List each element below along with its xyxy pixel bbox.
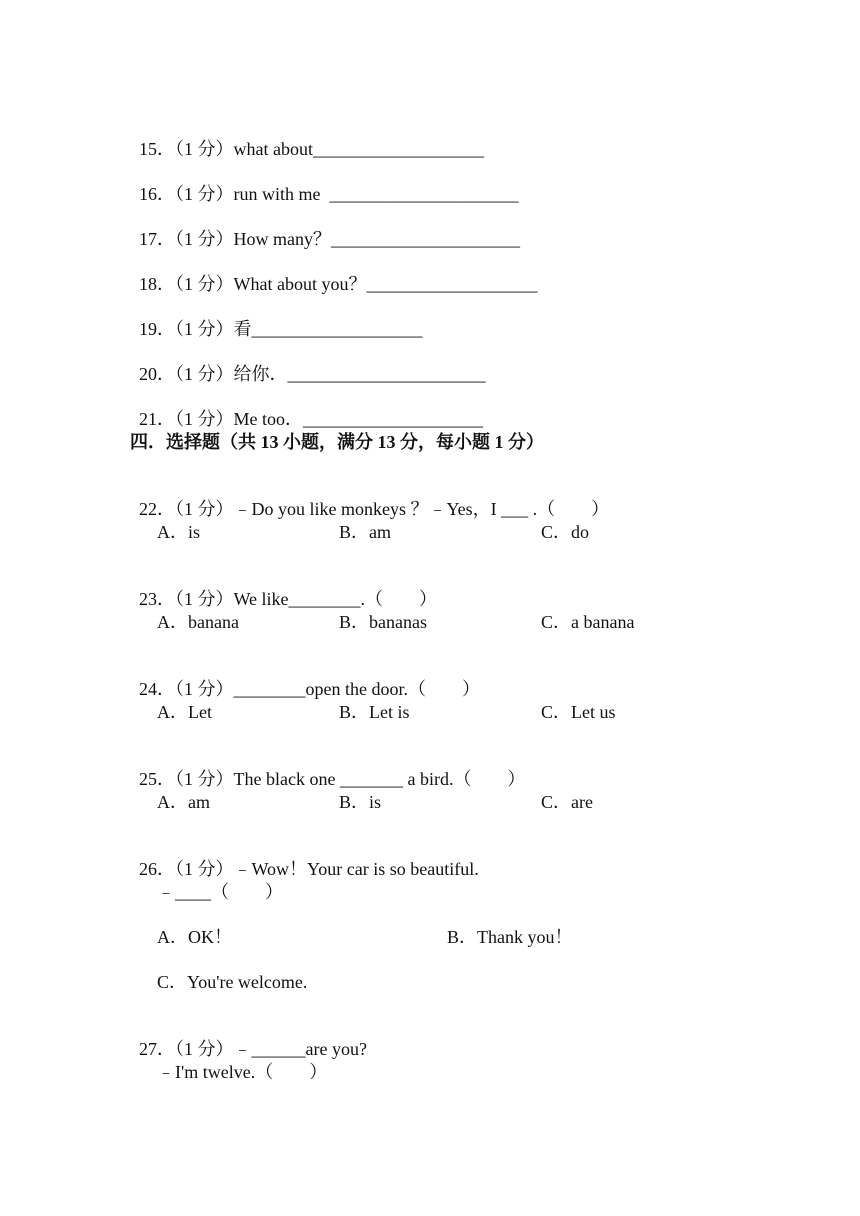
option-b: B．am <box>339 522 391 542</box>
question-score: （1 分） <box>175 184 234 204</box>
question-22 <box>130 476 609 520</box>
question-number: 21． <box>139 409 175 429</box>
question-text: ﹣Wow！Your car is so beautiful. <box>233 859 479 879</box>
question-number: 23． <box>139 589 175 609</box>
answer-line: ﹣I'm twelve.（ ） <box>157 1062 328 1082</box>
question-16 <box>130 161 519 205</box>
option-a: A．Let <box>157 702 212 722</box>
answer-blank: ____________________ <box>303 409 483 429</box>
question-15 <box>130 116 484 160</box>
option-a: A．banana <box>157 612 239 632</box>
question-score: （1 分） <box>175 769 234 789</box>
option-b: B．Let is <box>339 702 410 722</box>
question-text: what about <box>233 139 313 159</box>
question-23 <box>130 566 437 610</box>
question-score: （1 分） <box>175 139 234 159</box>
option-c: C．Let us <box>541 702 616 722</box>
question-text: What about you？ <box>233 274 367 294</box>
question-24 <box>130 656 480 700</box>
question-score: （1 分） <box>175 319 234 339</box>
option-a: A．OK！ <box>157 927 232 947</box>
question-text: We like________.（ ） <box>233 589 438 609</box>
question-27 <box>130 1016 367 1060</box>
question-score: （1 分） <box>175 274 234 294</box>
question-20 <box>130 341 486 385</box>
question-score: （1 分） <box>175 1039 234 1059</box>
question-number: 20． <box>139 364 175 384</box>
option-b: B．is <box>339 792 382 812</box>
answer-blank: ___________________ <box>312 139 484 159</box>
question-score: （1 分） <box>175 499 234 519</box>
question-score: （1 分） <box>175 679 234 699</box>
question-text: ________open the door.（ ） <box>233 679 480 699</box>
question-score: （1 分） <box>175 364 234 384</box>
question-text: 给你． <box>233 364 288 384</box>
question-number: 16． <box>139 184 175 204</box>
option-a: A．is <box>157 522 201 542</box>
question-number: 24． <box>139 679 175 699</box>
question-text: run with me <box>233 184 325 204</box>
question-number: 26． <box>139 859 175 879</box>
option-c: C．are <box>541 792 593 812</box>
question-score: （1 分） <box>175 589 234 609</box>
answer-blank: ______________________ <box>287 364 486 384</box>
question-number: 18． <box>139 274 175 294</box>
option-a: A．am <box>157 792 210 812</box>
question-text: How many？ <box>233 229 331 249</box>
question-21 <box>130 386 483 430</box>
option-c: C．a banana <box>541 612 635 632</box>
answer-blank: ___________________ <box>251 319 423 339</box>
section-title: 四．选择题（共 13 小题，满分 13 分，每小题 1 分） <box>130 432 544 452</box>
question-25 <box>130 746 525 790</box>
question-26 <box>130 836 479 880</box>
question-score: （1 分） <box>175 409 234 429</box>
question-score: （1 分） <box>175 229 234 249</box>
question-number: 22． <box>139 499 175 519</box>
question-text: Me too． <box>233 409 303 429</box>
option-b: B．Thank you！ <box>447 927 573 947</box>
question-17 <box>130 206 520 250</box>
question-text: 看 <box>233 319 252 339</box>
question-text: The black one _______ a bird.（ ） <box>233 769 526 789</box>
option-c: C．do <box>541 522 590 542</box>
option-b: B．bananas <box>339 612 427 632</box>
question-score: （1 分） <box>175 859 234 879</box>
answer-blank: ___________________ <box>366 274 538 294</box>
question-number: 25． <box>139 769 175 789</box>
question-number: 27． <box>139 1039 175 1059</box>
question-text: ﹣______are you? <box>233 1039 367 1059</box>
question-number: 17． <box>139 229 175 249</box>
option-c: C．You're welcome. <box>157 972 308 992</box>
question-text: ﹣Do you like monkeys ？﹣Yes，I ___ .（ ） <box>233 499 610 519</box>
question-18 <box>130 251 537 295</box>
question-number: 15． <box>139 139 175 159</box>
question-number: 19． <box>139 319 175 339</box>
answer-blank: _____________________ <box>331 229 520 249</box>
answer-blank: _____________________ <box>325 184 519 204</box>
question-19 <box>130 296 423 340</box>
answer-line: ﹣____（ ） <box>157 882 283 902</box>
